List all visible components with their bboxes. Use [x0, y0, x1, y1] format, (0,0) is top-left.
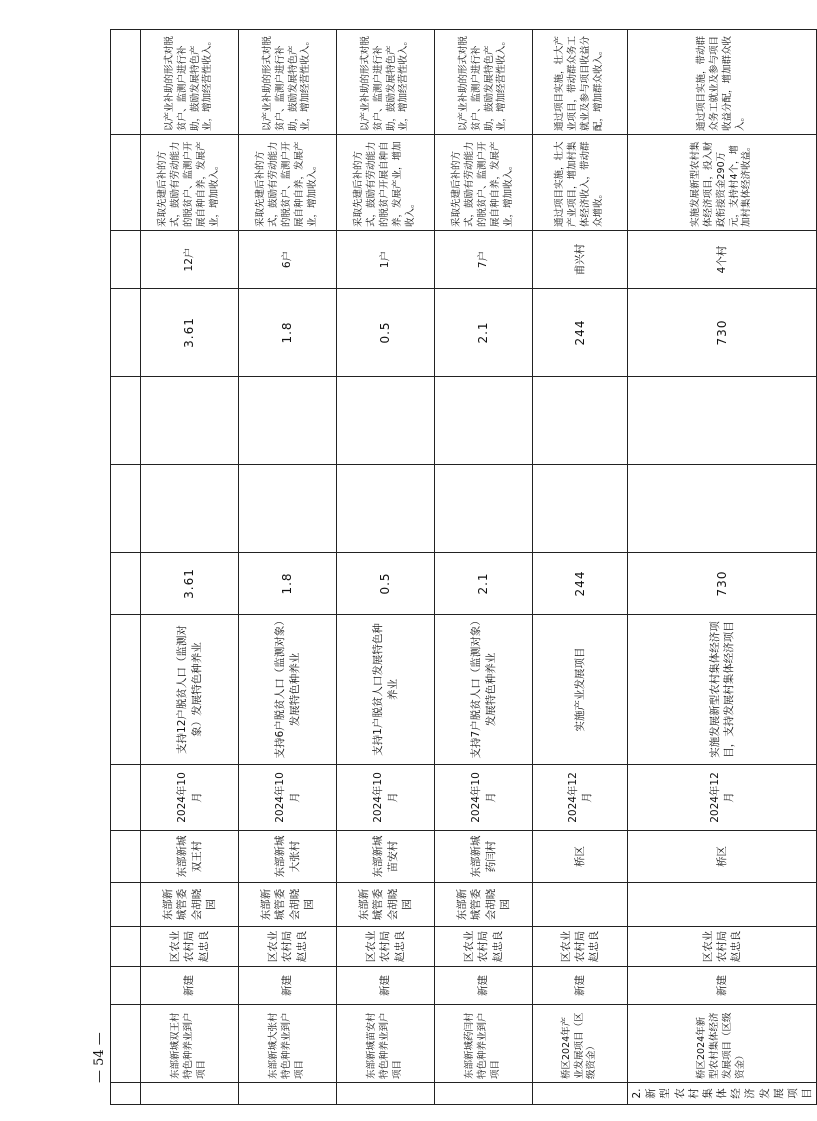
fund-b-cell: [533, 377, 628, 465]
fund-a-cell: [141, 465, 239, 553]
partner-unit-cell: [533, 883, 628, 927]
page-number-text: — 54 —: [92, 1032, 107, 1083]
beneficiaries-cell: 6户: [239, 231, 337, 289]
completion-time-cell: 2024年10月: [239, 765, 337, 831]
table-row: [111, 30, 141, 1105]
project-name-cell: 东部新城药闫村特色种养业到户项目: [435, 1005, 533, 1083]
responsible-unit-cell: [111, 927, 141, 967]
responsible-unit-cell: 区农业农村局赵忠良: [337, 927, 435, 967]
table-row: [337, 30, 435, 1105]
construction-type-cell: 新建: [337, 967, 435, 1005]
performance-goal-cell: 通过项目实施，壮大产业项目，带动群众务工就业及参与项目收益分配，增加群众收入。: [533, 30, 628, 135]
construction-type-cell: 新建: [628, 967, 817, 1005]
fund-b-cell: [239, 377, 337, 465]
responsible-unit-cell: 区农业农村局赵忠良: [628, 927, 817, 967]
project-name-cell: 桥区2024年产业发展项目（区级资金）: [533, 1005, 628, 1083]
beneficiaries-cell: 7户: [435, 231, 533, 289]
fund-amount-cell: 244: [533, 289, 628, 377]
construction-type-cell: 新建: [435, 967, 533, 1005]
location-cell: 东部新城苗安村: [337, 831, 435, 883]
performance-goal-cell: 以产业补助的形式对脱贫户、监测户进行补助，鼓励发展特色产业，增加经营性收入。: [141, 30, 239, 135]
fund-b-cell: [111, 377, 141, 465]
total-investment-cell: 1.8: [239, 553, 337, 615]
table-row: [533, 30, 628, 1105]
construction-content-cell: 实施产业发展项目: [533, 615, 628, 765]
location-cell: 桥区: [628, 831, 817, 883]
benefit-mechanism-cell: 通过项目实施，壮大产业项目，增加村集体经济收入，带动群众增收。: [533, 135, 628, 231]
project-table: [110, 29, 817, 1105]
responsible-unit-cell: 区农业农村局赵忠良: [141, 927, 239, 967]
completion-time-cell: 2024年10月: [435, 765, 533, 831]
beneficiaries-cell: 1户: [337, 231, 435, 289]
location-cell: 东部新城双王村: [141, 831, 239, 883]
fund-a-cell: [239, 465, 337, 553]
fund-b-cell: [628, 377, 817, 465]
fund-a-cell: [533, 465, 628, 553]
category-cell: [141, 1083, 239, 1105]
beneficiaries-cell: 甫兴村: [533, 231, 628, 289]
construction-content-cell: [111, 615, 141, 765]
project-name-cell: 桥区2024年新型农村集体经济发展项目（区级资金）: [628, 1005, 817, 1083]
performance-goal-cell: 以产业补助的形式对脱贫户、监测户进行补助，鼓励发展特色产业，增加经营性收入。: [337, 30, 435, 135]
category-cell: [111, 1083, 141, 1105]
rotated-table-container: [110, 30, 814, 1105]
total-investment-cell: [111, 553, 141, 615]
category-cell: [435, 1083, 533, 1105]
benefit-mechanism-cell: 采取先建后补的方式，鼓励有劳动能力的脱贫户开展自种自养，发展产业，增加收入。: [337, 135, 435, 231]
fund-amount-cell: [111, 289, 141, 377]
location-cell: 东部新城药闫村: [435, 831, 533, 883]
fund-b-cell: [337, 377, 435, 465]
fund-a-cell: [435, 465, 533, 553]
partner-unit-cell: [111, 883, 141, 927]
beneficiaries-cell: 12户: [141, 231, 239, 289]
fund-b-cell: [141, 377, 239, 465]
category-cell: [337, 1083, 435, 1105]
location-cell: 桥区: [533, 831, 628, 883]
construction-content-cell: 支持7户脱贫人口（监测对象）发展特色种养业: [435, 615, 533, 765]
project-name-cell: 东部新城大张村特色种养业到户项目: [239, 1005, 337, 1083]
responsible-unit-cell: 区农业农村局赵忠良: [533, 927, 628, 967]
location-cell: 东部新城大张村: [239, 831, 337, 883]
performance-goal-cell: [111, 30, 141, 135]
construction-content-cell: 支持1户脱贫人口发展特色种养业: [337, 615, 435, 765]
total-investment-cell: 244: [533, 553, 628, 615]
total-investment-cell: 0.5: [337, 553, 435, 615]
project-name-cell: 东部新城苗安村特色种养业到户项目: [337, 1005, 435, 1083]
project-name-cell: [111, 1005, 141, 1083]
construction-type-cell: 新建: [141, 967, 239, 1005]
performance-goal-cell: 以产业补助的形式对脱贫户、监测户进行补助，鼓励发展特色产业，增加经营性收入。: [239, 30, 337, 135]
fund-b-cell: [435, 377, 533, 465]
beneficiaries-cell: [111, 231, 141, 289]
category-cell: [533, 1083, 628, 1105]
fund-a-cell: [111, 465, 141, 553]
construction-content-cell: 支持12户脱贫人口（监测对象）发展特色种养业: [141, 615, 239, 765]
completion-time-cell: [111, 765, 141, 831]
performance-goal-cell: 通过项目实施，带动群众务工就业及参与项目收益分配，增加群众收入。: [628, 30, 817, 135]
partner-unit-cell: 东部新城管委会胡晓园: [239, 883, 337, 927]
construction-type-cell: 新建: [533, 967, 628, 1005]
total-investment-cell: 730: [628, 553, 817, 615]
partner-unit-cell: 东部新城管委会胡晓园: [141, 883, 239, 927]
completion-time-cell: 2024年12月: [533, 765, 628, 831]
completion-time-cell: 2024年12月: [628, 765, 817, 831]
completion-time-cell: 2024年10月: [141, 765, 239, 831]
table-row: [435, 30, 533, 1105]
location-cell: [111, 831, 141, 883]
benefit-mechanism-cell: 采取先建后补的方式，鼓励有劳动能力的脱贫户、监测户开展自种自养，发展产业，增加收入。: [239, 135, 337, 231]
project-name-cell: 东部新城双王村特色种养业到户项目: [141, 1005, 239, 1083]
construction-content-cell: 实施发展新型农村集体经济项目，支持发展村集体经济项目: [628, 615, 817, 765]
responsible-unit-cell: 区农业农村局赵忠良: [239, 927, 337, 967]
table-row: [628, 30, 817, 1105]
responsible-unit-cell: 区农业农村局赵忠良: [435, 927, 533, 967]
benefit-mechanism-cell: [111, 135, 141, 231]
fund-amount-cell: 730: [628, 289, 817, 377]
benefit-mechanism-cell: 采取先建后补的方式，鼓励有劳动能力的脱贫户、监测户开展自种自养，发展产业，增加收入。: [141, 135, 239, 231]
construction-type-cell: 新建: [239, 967, 337, 1005]
partner-unit-cell: 东部新城管委会胡晓园: [435, 883, 533, 927]
partner-unit-cell: 东部新城管委会胡晓园: [337, 883, 435, 927]
performance-goal-cell: 以产业补助的形式对脱贫户、监测户进行补助，鼓励发展特色产业，增加经营性收入。: [435, 30, 533, 135]
construction-content-cell: 支持6户脱贫人口（监测对象）发展特色种养业: [239, 615, 337, 765]
beneficiaries-cell: 4个村: [628, 231, 817, 289]
completion-time-cell: 2024年10月: [337, 765, 435, 831]
table-row: [239, 30, 337, 1105]
fund-amount-cell: 0.5: [337, 289, 435, 377]
fund-a-cell: [337, 465, 435, 553]
page-number: [92, 1025, 106, 1085]
fund-amount-cell: 2.1: [435, 289, 533, 377]
construction-type-cell: [111, 967, 141, 1005]
fund-amount-cell: 1.8: [239, 289, 337, 377]
fund-a-cell: [628, 465, 817, 553]
benefit-mechanism-cell: 采取先建后补的方式，鼓励有劳动能力的脱贫户、监测户开展自种自养，发展产业，增加收入。: [435, 135, 533, 231]
category-cell: [239, 1083, 337, 1105]
partner-unit-cell: [628, 883, 817, 927]
benefit-mechanism-cell: 实施发展新型农村集体经济项目，投入财政衔接资金290万元，支持村4个，增加村集体经济收益。: [628, 135, 817, 231]
total-investment-cell: 2.1: [435, 553, 533, 615]
total-investment-cell: 3.61: [141, 553, 239, 615]
category-cell: 2.新型农村集体经济发展项目: [628, 1083, 817, 1105]
table-row: [141, 30, 239, 1105]
fund-amount-cell: 3.61: [141, 289, 239, 377]
